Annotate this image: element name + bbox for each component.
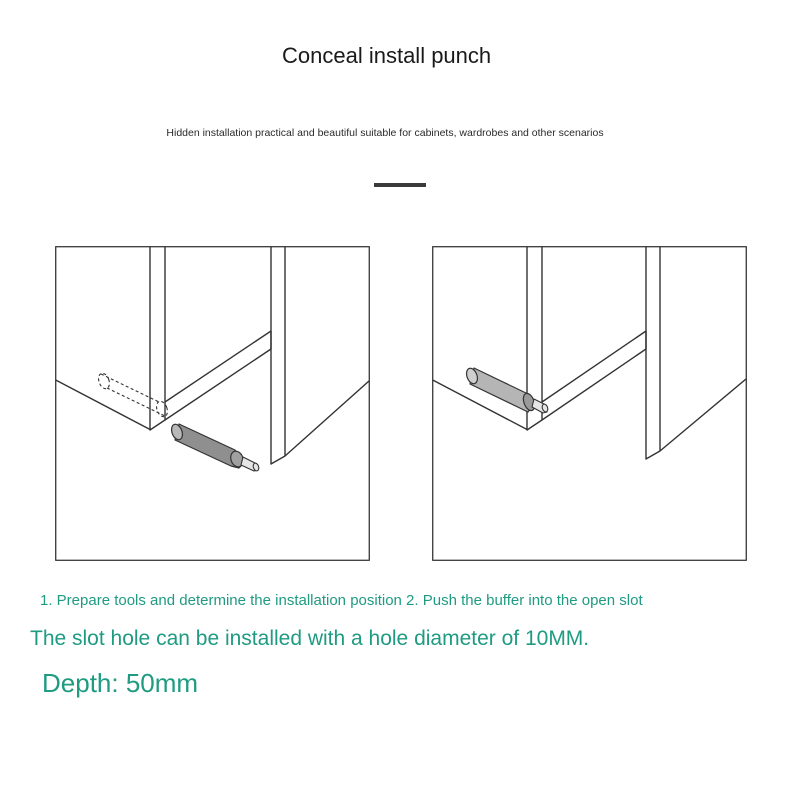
page-subtitle: Hidden installation practical and beautiful suitable for cabinets, wardrobes and other scenarios bbox=[166, 127, 604, 139]
page-title: Conceal install punch bbox=[282, 43, 492, 68]
installation-steps-caption: 1. Prepare tools and determine the installation position 2. Push the buffer into the open slot bbox=[40, 592, 643, 609]
step-1-drill-slot-diagram bbox=[55, 246, 370, 561]
depth-note: Depth: 50mm bbox=[42, 668, 199, 698]
slot-hole-diameter-note: The slot hole can be installed with a hole diameter of 10MM. bbox=[30, 627, 590, 650]
step-2-buffer-inserted-diagram bbox=[432, 246, 747, 561]
title-divider bbox=[374, 183, 426, 187]
